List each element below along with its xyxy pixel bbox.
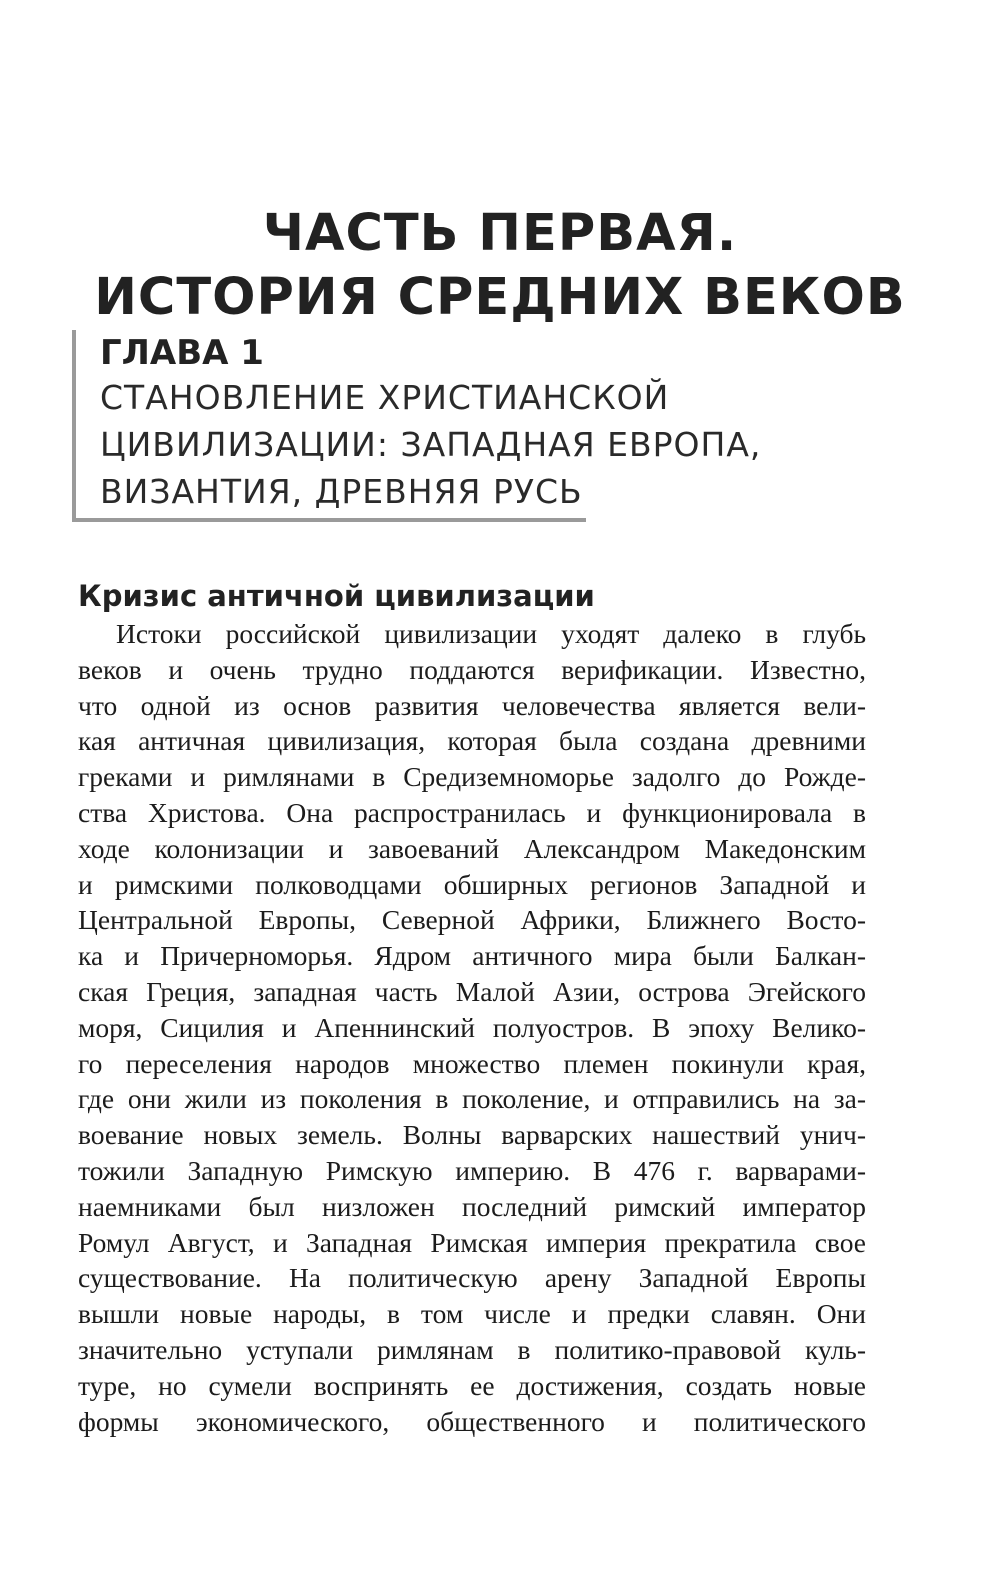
body-line: ходе колонизации и завоеваний Александром Македонским [78, 832, 866, 864]
body-line: значительно уступали римлянам в политико-правовой куль- [78, 1333, 866, 1365]
body-line: Центральной Европы, Северной Африки, Ближнего Восто- [78, 904, 866, 936]
body-paragraph [78, 616, 866, 1439]
body-line: существование. На политическую арену Западной Европы [78, 1262, 866, 1294]
body-line: где они жили из поколения в поколение, и отправились на за- [78, 1083, 866, 1115]
chapter-title [100, 374, 761, 515]
body-line: ская Греция, западная часть Малой Азии, острова Эгейского [78, 975, 866, 1007]
body-line: наемниками был низложен последний римский император [78, 1190, 866, 1222]
body-line: веков и очень трудно поддаются верификации. Известно, [78, 653, 866, 685]
part-title [0, 202, 1000, 330]
body-line: тожили Западную Римскую империю. В 476 г. варварами- [78, 1154, 866, 1186]
body-line: туре, но сумели воспринять ее достижения, создать новые [78, 1369, 866, 1401]
section-title: Кризис античной цивилизации [78, 579, 595, 614]
body-line: воевание новых земель. Волны варварских нашествий унич- [78, 1119, 866, 1151]
body-line: ка и Причерноморья. Ядром античного мира были Балкан- [78, 940, 866, 972]
chapter-title-line: ЦИВИЛИЗАЦИИ: ЗАПАДНАЯ ЕВРОПА, [100, 425, 762, 464]
part-title-line-1: ЧАСТЬ ПЕРВАЯ. [262, 204, 738, 264]
body-line: греками и римлянами в Средиземноморье задолго до Рожде- [78, 761, 866, 793]
body-line: ства Христова. Она распространилась и функционировала в [78, 796, 866, 828]
part-title-line-2: ИСТОРИЯ СРЕДНИХ ВЕКОВ [94, 268, 906, 328]
body-line: Ромул Август, и Западная Римская империя прекратила свое [78, 1226, 866, 1258]
body-line: формы экономического, общественного и политического [78, 1405, 866, 1437]
chapter-title-line: СТАНОВЛЕНИЕ ХРИСТИАНСКОЙ [100, 378, 670, 417]
chapter-title-line: ВИЗАНТИЯ, ДРЕВНЯЯ РУСЬ [100, 472, 583, 511]
body-line: моря, Сицилия и Апеннинский полуостров. В эпоху Велико- [78, 1011, 866, 1043]
body-line: что одной из основ развития человечества является вели- [78, 689, 866, 721]
body-line: Истоки российской цивилизации уходят далеко в глубь [116, 618, 866, 649]
body-line: и римскими полководцами обширных регионов Западной и [78, 868, 866, 900]
body-line: кая античная цивилизация, которая была создана древними [78, 725, 866, 757]
body-line: го переселения народов множество племен покинули края, [78, 1047, 866, 1079]
body-line: вышли новые народы, в том числе и предки славян. Они [78, 1298, 866, 1330]
chapter-label: ГЛАВА 1 [100, 333, 264, 373]
